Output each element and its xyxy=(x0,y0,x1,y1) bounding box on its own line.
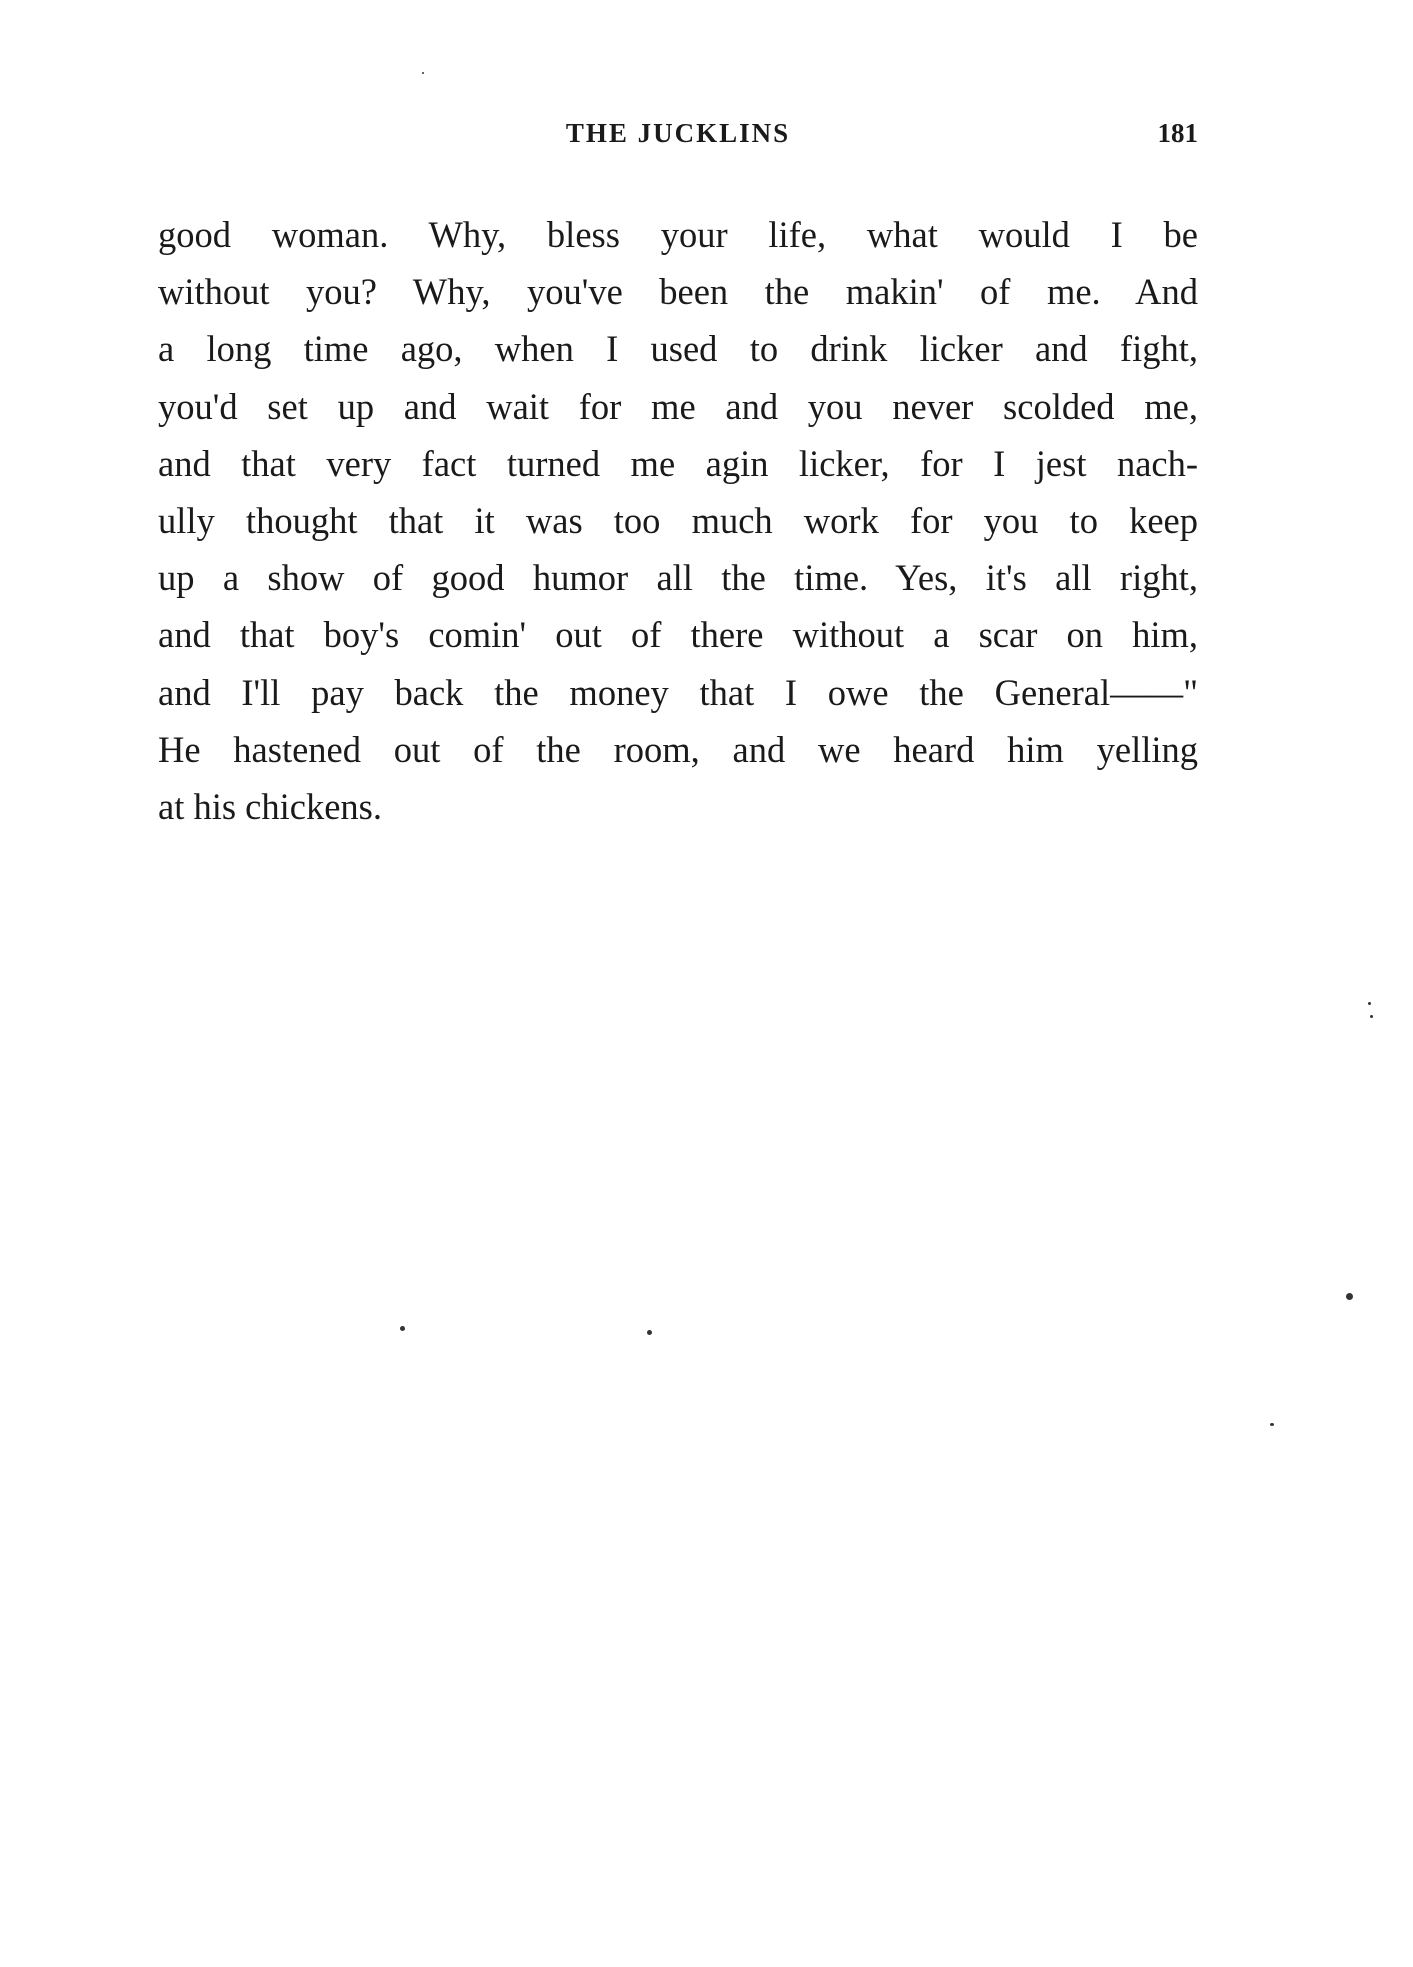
text-line: ully thought that it was too much work for you to keep xyxy=(158,499,1198,541)
text-line: you'd set up and wait for me and you never scolded me, xyxy=(158,385,1198,427)
scan-speck xyxy=(1368,1002,1371,1005)
text-line: a long time ago, when I used to drink licker and fight, xyxy=(158,328,1198,370)
scan-speck xyxy=(1270,1423,1274,1426)
scan-speck xyxy=(1370,1015,1373,1018)
scan-speck xyxy=(1346,1293,1353,1300)
text-line: up a show of good humor all the time. Yes, it's all right, xyxy=(158,557,1198,599)
scan-speck xyxy=(400,1326,405,1331)
scan-speck xyxy=(647,1330,652,1335)
text-line: and that very fact turned me agin licker, for I jest nach- xyxy=(158,442,1198,484)
text-line: without you? Why, you've been the makin' of me. And xyxy=(158,271,1198,313)
text-line: He hastened out of the room, and we heard him yelling xyxy=(158,728,1198,770)
scan-speck xyxy=(422,72,424,74)
page-number: 181 xyxy=(1157,118,1198,148)
running-title: THE JUCKLINS xyxy=(565,118,791,148)
text-line: and I'll pay back the money that I owe the General——" xyxy=(158,671,1198,713)
body-text xyxy=(158,206,1198,835)
text-line: at his chickens. xyxy=(158,785,383,827)
running-head xyxy=(158,118,1198,158)
text-line: and that boy's comin' out of there without a scar on him, xyxy=(158,614,1198,656)
text-line: good woman. Why, bless your life, what would I be xyxy=(158,214,1198,255)
